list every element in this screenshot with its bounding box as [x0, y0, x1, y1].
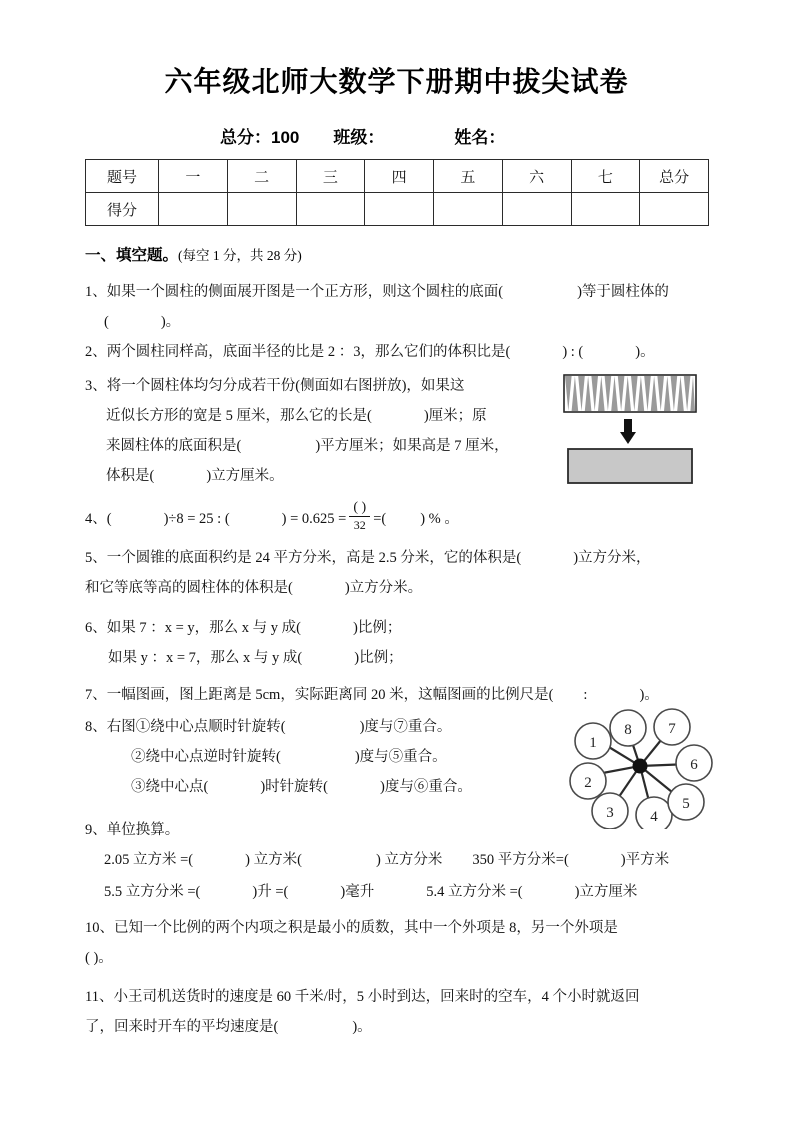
- table-row-question-numbers: [86, 160, 709, 193]
- q6-text-line1a: 6、如果 7 ：x = y，那么 x 与 y 成(: [85, 620, 302, 636]
- question-8-line-3: [131, 772, 472, 802]
- cell-q6: 六: [502, 160, 571, 193]
- score-cell-6[interactable]: [502, 193, 571, 226]
- q1-text-b: )等于圆柱体的: [577, 284, 669, 300]
- q8-text-line3a: ③绕中心点(: [131, 779, 209, 795]
- q3-text-line4a: 体积是(: [106, 468, 155, 484]
- row-header-question-number: 题号: [86, 160, 159, 193]
- q4-text-c: ) = 0.625 =: [281, 511, 347, 527]
- question-3-line-2: [106, 401, 487, 431]
- cylinder-unroll-figure: [563, 374, 697, 486]
- q3-text-line2a: 近似长方形的宽是 5 厘米，那么它的长是(: [106, 408, 372, 424]
- section-heading-title: 一、填空题。: [85, 247, 179, 264]
- cell-q7: 七: [571, 160, 640, 193]
- wheel-label-1: 1: [589, 735, 597, 751]
- table-row-scores: [86, 193, 709, 226]
- question-1-line-2: [104, 307, 180, 337]
- question-10-line-1: [85, 913, 618, 943]
- q11-text-line2b: )。: [352, 1019, 372, 1035]
- q3-text-line2b: )厘米；原: [423, 408, 487, 424]
- question-3-line-4: [106, 461, 284, 491]
- exam-meta-row: [220, 123, 680, 148]
- q5-text-line2a: 和它等底等高的圆柱体的体积是(: [85, 580, 293, 596]
- q3-text-line3b: )平方厘米；如果高是 7 厘米，: [315, 438, 509, 454]
- score-cell-3[interactable]: [296, 193, 365, 226]
- q6-text-line1b: )比例；: [353, 620, 402, 636]
- section-heading: [85, 243, 302, 265]
- q9-text-1b: ) 立方米(: [245, 852, 302, 868]
- question-2: [85, 337, 655, 367]
- q8-text-line3b: )时针旋转(: [260, 779, 329, 795]
- question-1-line-1: [85, 277, 669, 307]
- q10-text-line2: ( )。: [85, 950, 113, 966]
- q8-text-line3c: )度与⑥重合。: [380, 779, 472, 795]
- q9-text-1c: ) 立方分米: [375, 852, 443, 868]
- sawtooth-band: [564, 375, 696, 412]
- wheel-label-5: 5: [682, 796, 690, 812]
- q9-text-2c: )毫升: [340, 884, 375, 900]
- cell-q2: 二: [227, 160, 296, 193]
- q1-blank-open: (: [104, 314, 109, 330]
- page-title: 六年级北师大数学下册期中拔尖试卷: [164, 66, 629, 97]
- wheel-label-8: 8: [624, 722, 632, 738]
- q4-fraction: [349, 501, 370, 532]
- q9-text-1a: 2.05 立方米 =(: [104, 852, 194, 868]
- rotation-wheel-figure: [566, 703, 714, 829]
- q11-text-line2a: 了，回来时开车的平均速度是(: [85, 1019, 279, 1035]
- result-rectangle: [568, 449, 692, 483]
- q11-text-line1: 11、小王司机送货时的速度是 60 千米/时，5 小时到达，回来时的空车，4 个小时就返回: [85, 989, 640, 1005]
- question-6-line-1: [85, 613, 401, 643]
- score-cell-1[interactable]: [159, 193, 228, 226]
- wheel-label-3: 3: [606, 805, 614, 821]
- question-8-line-1: [85, 712, 451, 742]
- q2-text-a: 2、两个圆柱同样高，底面半径的比是 2 ：3，那么它们的体积比是(: [85, 344, 511, 360]
- q8-text-line1b: )度与⑦重合。: [359, 719, 452, 735]
- cell-q4: 四: [365, 160, 434, 193]
- q6-text-line2b: )比例；: [354, 650, 403, 666]
- fraction-bar: [349, 516, 370, 517]
- question-9-line-2: [104, 877, 637, 907]
- question-6-line-2: [108, 643, 403, 673]
- q4-text-d: =(: [373, 511, 387, 527]
- q9-text-2b: )升 =(: [252, 884, 289, 900]
- question-5-line-1: [85, 543, 651, 573]
- q3-text-line3a: 来圆柱体的底面积是(: [106, 438, 242, 454]
- q6-text-line2a: 如果 y ：x = 7，那么 x 与 y 成(: [108, 650, 303, 666]
- q3-text-line4b: )立方厘米。: [206, 468, 284, 484]
- question-8-line-2: [131, 742, 447, 772]
- q1-blank-close: )。: [160, 314, 181, 330]
- q9-text-1d: 350 平方分米=(: [472, 852, 569, 868]
- q9-text-1e: )平方米: [620, 852, 670, 868]
- score-cell-2[interactable]: [227, 193, 296, 226]
- q4-text-e: ) % 。: [420, 511, 459, 527]
- q4-text-a: 4、(: [85, 511, 112, 527]
- q4-fraction-numerator: ( ): [353, 500, 367, 516]
- score-cell-7[interactable]: [571, 193, 640, 226]
- cell-total: 总分: [640, 160, 709, 193]
- q1-text-a: 1、如果一个圆柱的侧面展开图是一个正方形，则这个圆柱的底面(: [85, 284, 504, 300]
- section-heading-note: (每空 1 分，共 28 分): [178, 248, 302, 263]
- q9-title: 9、单位换算。: [85, 822, 180, 838]
- q3-text-line1: 3、将一个圆柱体均匀分成若干份(侧面如右图拼放)，如果这: [85, 378, 465, 394]
- question-4: [85, 500, 459, 535]
- q10-text-line1: 10、已知一个比例的两个内项之积是最小的质数，其中一个外项是 8，另一个外项是: [85, 920, 618, 936]
- q8-text-line1a: 8、右图①绕中心点顺时针旋转(: [85, 719, 286, 735]
- q7-text-a: 7、一幅图画，图上距离是 5cm，实际距离同 20 米，这幅图画的比例尺是(: [85, 687, 554, 703]
- question-9-title: [85, 815, 179, 845]
- question-3-line-1: [85, 371, 464, 401]
- question-11-line-2: [85, 1012, 372, 1042]
- question-5-line-2: [85, 573, 422, 603]
- q8-text-line2b: )度与⑤重合。: [354, 749, 447, 765]
- total-score-label: 总分：100: [220, 128, 300, 147]
- q5-text-line2b: )立方分米。: [344, 580, 423, 596]
- q5-text-line1b: )立方分米，: [573, 550, 651, 566]
- row-header-score: 得分: [86, 193, 159, 226]
- down-arrow-icon: [620, 419, 636, 444]
- q2-text-c: )。: [635, 344, 655, 360]
- wheel-label-4: 4: [650, 809, 658, 825]
- score-cell-5[interactable]: [434, 193, 503, 226]
- q9-text-2d: 5.4 立方分米 =(: [426, 884, 523, 900]
- q9-text-2e: )立方厘米: [574, 884, 638, 900]
- question-3-line-3: [106, 431, 509, 461]
- question-10-line-2: [85, 943, 113, 973]
- score-table: [85, 159, 709, 226]
- class-label: 班级：: [333, 128, 385, 147]
- question-11-line-1: [85, 982, 640, 1012]
- q2-text-b: ) : (: [562, 344, 584, 360]
- q9-text-2a: 5.5 立方分米 =(: [104, 884, 201, 900]
- wheel-label-7: 7: [668, 721, 676, 737]
- cell-q3: 三: [296, 160, 365, 193]
- wheel-label-2: 2: [584, 775, 592, 791]
- q4-text-b: )÷8 = 25 : (: [163, 511, 230, 527]
- q5-text-line1a: 5、一个圆锥的底面积约是 24 平方分米，高是 2.5 分米，它的体积是(: [85, 550, 522, 566]
- question-9-line-1: [104, 845, 669, 875]
- q4-fraction-denominator: 32: [353, 518, 366, 533]
- wheel-label-6: 6: [690, 757, 698, 773]
- student-name-label: 姓名：: [454, 128, 506, 147]
- q7-text-c: )。: [639, 687, 659, 703]
- cell-q5: 五: [434, 160, 503, 193]
- score-cell-total[interactable]: [640, 193, 709, 226]
- cell-q1: 一: [159, 160, 228, 193]
- center-hub-dot: [633, 759, 648, 774]
- score-cell-4[interactable]: [365, 193, 434, 226]
- q7-text-b: :: [583, 687, 588, 703]
- q8-text-line2a: ②绕中心点逆时针旋转(: [131, 749, 281, 765]
